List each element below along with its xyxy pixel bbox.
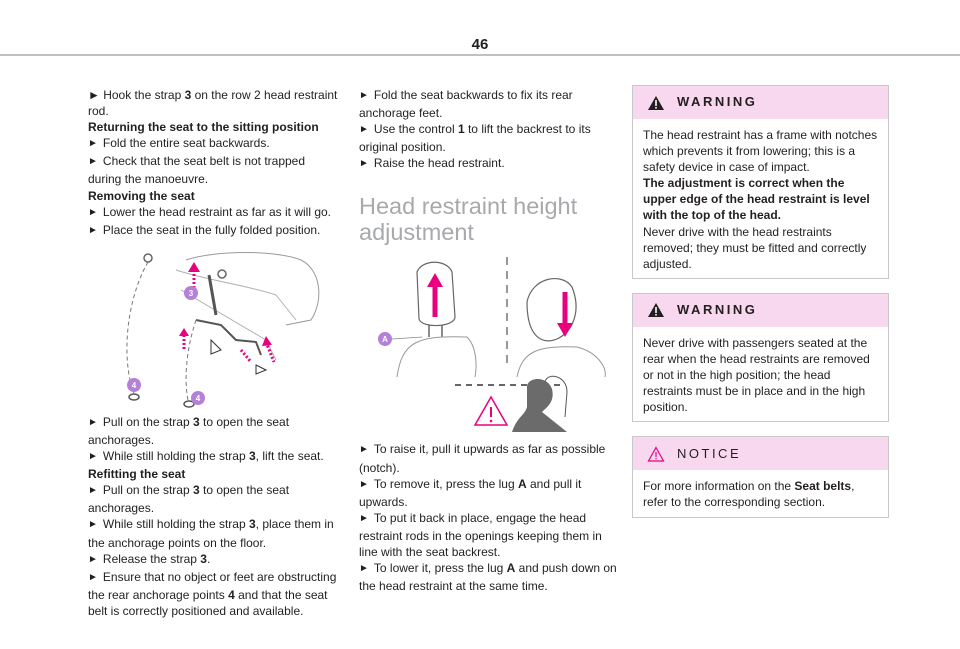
header-rule	[0, 54, 960, 56]
page-number: 46	[471, 36, 489, 53]
warning-icon	[647, 95, 665, 111]
ensure-text: ► Ensure that no object or feet are obstructing the rear anchorage points 4 and that the seat belt is correctly positioned and available.	[88, 569, 340, 619]
column-right	[632, 85, 889, 532]
refit-hold-text: ► While still holding the strap 3, place them in the anchorage points on the floor.	[88, 516, 340, 550]
lug-label: A	[382, 335, 388, 345]
to-remove-text: ► To remove it, press the lug A and pull it upwards.	[359, 476, 621, 510]
warning-text: Never drive with the head restraints removed; they must be fitted and correctly adjusted.	[643, 224, 867, 271]
to-raise-text: ► To raise it, pull it upwards as far as possible (notch).	[359, 441, 621, 475]
notice-box	[632, 436, 889, 517]
removing-item: ► Place the seat in the fully folded position.	[88, 222, 340, 240]
warning-box	[632, 85, 889, 279]
returning-item: ► Check that the seat belt is not trapped during the manoeuvre.	[88, 153, 340, 187]
warning-text: Never drive with passengers seated at the rear when the head restraints are removed or not in the high position; the head restraints must be in place and in the high position.	[643, 335, 870, 415]
warning-header	[633, 86, 888, 119]
warning-text: The head restraint has a frame with notches which prevents it from lowering; this is a safety device in case of impact.	[643, 128, 878, 175]
fold-text: ► Fold the seat backwards to fix its rear anchorage feet.	[359, 87, 621, 121]
strap-label: 3	[188, 288, 194, 298]
column-left	[88, 87, 340, 619]
seat-belts-reference: Seat belts	[794, 479, 852, 494]
seat-strap-illustration	[126, 250, 326, 408]
warning-bold-text: The adjustment is correct when the upper edge of the head restraint is level with the top of the head.	[643, 176, 870, 223]
returning-heading: Returning the seat to the sitting position	[88, 120, 319, 135]
pull-strap-text: ► Pull on the strap 3 to open the seat anchorages.	[88, 414, 340, 448]
to-lower-text: ► To lower it, press the lug A and push down on the head restraint at the same time.	[359, 560, 621, 594]
refit-pull-text: ► Pull on the strap 3 to open the seat anchorages.	[88, 482, 340, 516]
removing-heading: Removing the seat	[88, 188, 195, 203]
put-back-text: ► To put it back in place, engage the head restraint rods in the openings keeping them in line with the seat backrest.	[359, 510, 621, 560]
warning-box	[632, 293, 889, 422]
removing-item: ► Lower the head restraint as far as it will go.	[88, 204, 340, 222]
refitting-heading: Refitting the seat	[88, 467, 186, 482]
anchor-label: 4	[131, 380, 137, 390]
release-text: ► Release the strap 3.	[88, 551, 340, 569]
returning-item: ► Fold the entire seat backwards.	[88, 135, 340, 153]
notice-icon	[647, 446, 665, 462]
notice-title: NOTICE	[677, 445, 742, 461]
column-middle	[359, 87, 621, 594]
warning-header	[633, 294, 888, 327]
head-restraint-illustration	[377, 257, 617, 437]
hook-strap-text: ► Hook the strap 3 on the row 2 head restraint rod.	[88, 88, 338, 119]
anchor-label: 4	[195, 393, 201, 403]
lift-seat-text: ► While still holding the strap 3, lift the seat.	[88, 448, 340, 466]
notice-header	[633, 437, 888, 470]
warning-title: WARNING	[677, 302, 758, 318]
section-heading: Head restraint height adjustment	[359, 193, 578, 246]
raise-text: ► Raise the head restraint.	[359, 155, 621, 173]
notice-text: For more information on the Seat belts, refer to the corresponding section.	[643, 479, 855, 510]
warning-title: WARNING	[677, 94, 758, 110]
warning-icon	[647, 302, 665, 318]
control-text: ► Use the control 1 to lift the backrest to its original position.	[359, 121, 621, 155]
